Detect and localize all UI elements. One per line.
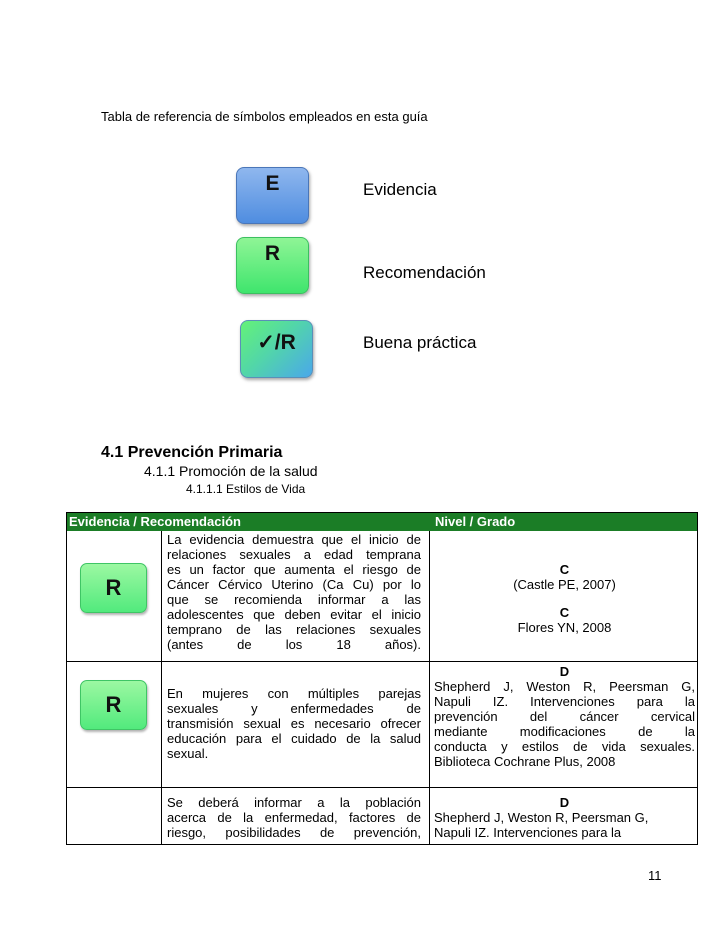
grade-letter: D <box>559 664 570 679</box>
grade-source: (Castle PE, 2007) <box>513 577 616 592</box>
recommendation-badge: R <box>80 680 147 730</box>
grade-letter: C <box>559 605 570 620</box>
evidence-label: Evidencia <box>363 180 437 199</box>
row-grade: D Shepherd J, Weston R, Peersman G, Napuli IZ. Intervenciones para la <box>434 795 695 840</box>
subsubsection-heading: 4.1.1.1 Estilos de Vida <box>186 482 306 496</box>
recommendation-symbol: R <box>236 237 309 294</box>
good-practice-label: Buena práctica <box>363 333 477 352</box>
reference-table-title: Tabla de referencia de símbolos empleados en esta guía <box>101 109 428 124</box>
good-practice-symbol: ✓/R <box>240 320 313 378</box>
page-number: 11 <box>648 868 662 883</box>
column-header-evidence: Evidencia / Recomendación <box>69 514 241 529</box>
row-grade: D Shepherd J, Weston R, Peersman G, Napuli IZ. Intervenciones para la prevención del cáncer cervical mediante modificaciones de la conducta y estilos de vida sexuales. Biblioteca Cochrane Plus, 2008 <box>434 664 695 769</box>
row-text: La evidencia demuestra que el inicio de relaciones sexuales a edad temprana es un factor que aumenta el riesgo de Cáncer Cérvico Uterino (Ca Cu) por lo que se recomienda informar a las adolescentes que deben evitar el inicio temprano de las relaciones sexuales (antes de los 18 años). <box>167 532 421 652</box>
row-grade <box>434 562 695 635</box>
evidence-table <box>66 512 698 845</box>
column-divider <box>161 531 162 844</box>
grade-source: Flores YN, 2008 <box>517 620 612 635</box>
row-text: En mujeres con múltiples parejas sexuales y enfermedades de transmisión sexual es necesario ofrecer educación para el cuidado de la salud sexual. <box>167 686 421 761</box>
grade-letter: C <box>559 562 570 577</box>
row-text: Se deberá informar a la población acerca de la enfermedad, factores de riesgo, posibilidades de prevención, <box>167 795 421 840</box>
table-header <box>67 513 697 531</box>
row-divider <box>67 787 697 788</box>
row-divider <box>67 661 697 662</box>
subsection-heading: 4.1.1 Promoción de la salud <box>144 463 318 479</box>
grade-letter: D <box>559 795 570 810</box>
section-heading: 4.1 Prevención Primaria <box>101 444 283 461</box>
recommendation-label: Recomendación <box>363 263 486 282</box>
column-divider <box>429 531 430 844</box>
column-header-level: Nivel / Grado <box>435 514 516 529</box>
evidence-symbol: E <box>236 167 309 224</box>
recommendation-badge: R <box>80 563 147 613</box>
